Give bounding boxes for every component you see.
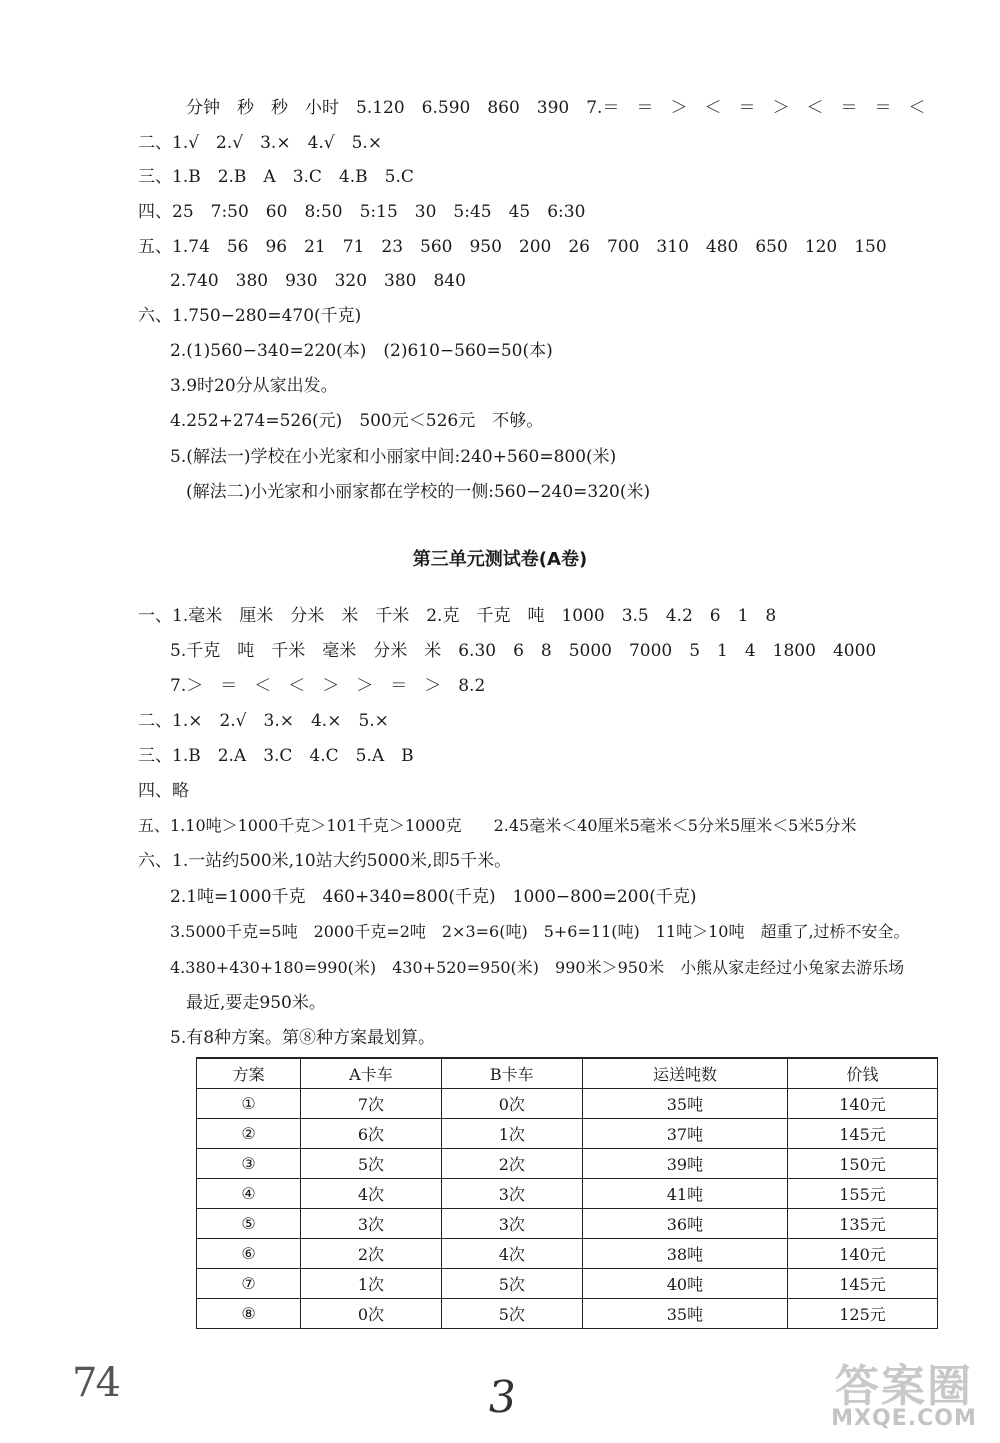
table-row: [197, 1269, 938, 1299]
answer-line: 5.(解法一)学校在小光家和小丽家中间:240+560=800(米): [170, 447, 617, 467]
table-cell: ③: [197, 1149, 301, 1179]
answer-line: 六、1.750−280=470(千克): [138, 306, 362, 326]
table-cell: 145元: [787, 1119, 937, 1149]
answer-line: 4.252+274=526(元) 500元＜526元 不够。: [170, 411, 544, 431]
table-cell: 39吨: [582, 1149, 787, 1179]
table-cell: 2次: [441, 1149, 582, 1179]
header-cell: 方案: [197, 1058, 301, 1089]
table-cell: 35吨: [582, 1299, 787, 1329]
table-row: [197, 1119, 938, 1149]
handwritten-mark: 3: [484, 1372, 520, 1423]
answer-line: 二、1.× 2.√ 3.× 4.× 5.×: [138, 711, 389, 731]
table-cell: 125元: [787, 1299, 937, 1329]
answer-line: 二、1.√ 2.√ 3.× 4.√ 5.×: [138, 133, 383, 153]
table-row: [197, 1299, 938, 1329]
table-row: [197, 1179, 938, 1209]
table-cell: 3次: [301, 1209, 442, 1239]
table-cell: ⑦: [197, 1269, 301, 1299]
table-cell: 3次: [441, 1179, 582, 1209]
table-cell: 140元: [787, 1089, 937, 1119]
table-cell: 4次: [441, 1239, 582, 1269]
answer-line: (解法二)小光家和小丽家都在学校的一侧:560−240=320(米): [186, 482, 651, 502]
table-row: [197, 1149, 938, 1179]
answer-line: 4.380+430+180=990(米) 430+520=950(米) 990米＞950米 小熊从家走经过小兔家去游乐场: [170, 958, 905, 977]
table-header-row: [197, 1058, 938, 1089]
answer-line: 7.＞ ＝ ＜ ＜ ＞ ＞ ＝ ＞ 8.2: [170, 676, 486, 696]
table-cell: 5次: [441, 1299, 582, 1329]
answer-line: 一、1.毫米 厘米 分米 米 千米 2.克 千克 吨 1000 3.5 4.2 6 1 8: [138, 606, 777, 626]
table-cell: 38吨: [582, 1239, 787, 1269]
table-cell: 155元: [787, 1179, 937, 1209]
header-cell: 运送吨数: [582, 1058, 787, 1089]
table-cell: 40吨: [582, 1269, 787, 1299]
answer-line: 六、1.一站约500米,10站大约5000米,即5千米。: [138, 851, 512, 871]
answer-line: 2.(1)560−340=220(本) (2)610−560=50(本): [170, 341, 553, 361]
answer-line: 五、1.10吨＞1000千克＞101千克＞1000克 2.45毫米＜40厘米5毫米＜5分米5厘米＜5米5分米: [138, 816, 857, 835]
table-row: [197, 1089, 938, 1119]
answer-line: 三、1.B 2.A 3.C 4.C 5.A B: [138, 746, 414, 766]
table-cell: 36吨: [582, 1209, 787, 1239]
table-cell: 2次: [301, 1239, 442, 1269]
answer-line: 最近,要走950米。: [186, 993, 326, 1013]
answer-line: 3.5000千克=5吨 2000千克=2吨 2×3=6(吨) 5+6=11(吨) 11吨＞10吨 超重了,过桥不安全。: [170, 922, 910, 941]
answer-line: 分钟 秒 秒 小时 5.120 6.590 860 390 7.＝ ＝ ＞ ＜ ＝ ＞ ＜ ＝ ＝ ＜: [186, 98, 926, 118]
table-cell: ⑧: [197, 1299, 301, 1329]
header-cell: 价钱: [787, 1058, 937, 1089]
header-cell: B卡车: [441, 1058, 582, 1089]
answer-line: 5.有8种方案。第⑧种方案最划算。: [170, 1028, 436, 1048]
table-cell: ①: [197, 1089, 301, 1119]
table-cell: 6次: [301, 1119, 442, 1149]
answer-line: 2.1吨=1000千克 460+340=800(千克) 1000−800=200(千克): [170, 887, 697, 907]
table-cell: ②: [197, 1119, 301, 1149]
watermark-site: MXQE.COM: [831, 1406, 977, 1431]
answer-line: 5.千克 吨 千米 毫米 分米 米 6.30 6 8 5000 7000 5 1 4 1800 4000: [170, 641, 877, 661]
table-cell: 4次: [301, 1179, 442, 1209]
header-cell: A卡车: [301, 1058, 442, 1089]
watermark-title: 答案圈: [835, 1361, 973, 1412]
answer-line: 3.9时20分从家出发。: [170, 376, 338, 396]
table-cell: 150元: [787, 1149, 937, 1179]
answer-line: 三、1.B 2.B A 3.C 4.B 5.C: [138, 167, 414, 187]
table-cell: 3次: [441, 1209, 582, 1239]
table-row: [197, 1239, 938, 1269]
answer-line: 四、略: [138, 781, 189, 801]
table-cell: 1次: [301, 1269, 442, 1299]
table-cell: 145元: [787, 1269, 937, 1299]
answer-line: 四、25 7:50 60 8:50 5:15 30 5:45 45 6:30: [138, 202, 586, 222]
table-cell: 5次: [441, 1269, 582, 1299]
table-cell: 0次: [301, 1299, 442, 1329]
table-cell: 140元: [787, 1239, 937, 1269]
table-cell: ④: [197, 1179, 301, 1209]
table-cell: 35吨: [582, 1089, 787, 1119]
table-cell: 135元: [787, 1209, 937, 1239]
table-cell: 41吨: [582, 1179, 787, 1209]
table-cell: 5次: [301, 1149, 442, 1179]
table-cell: ⑥: [197, 1239, 301, 1269]
plan-table: [196, 1057, 938, 1329]
answer-line: 2.740 380 930 320 380 840: [170, 271, 466, 291]
watermark-logo: [814, 1350, 994, 1435]
page-number: 74: [72, 1360, 119, 1406]
table-cell: 7次: [301, 1089, 442, 1119]
table-cell: ⑤: [197, 1209, 301, 1239]
table-cell: 1次: [441, 1119, 582, 1149]
table-cell: 0次: [441, 1089, 582, 1119]
section-title: 第三单元测试卷(A卷): [412, 549, 588, 570]
table-cell: 37吨: [582, 1119, 787, 1149]
table-row: [197, 1209, 938, 1239]
answer-line: 五、1.74 56 96 21 71 23 560 950 200 26 700 310 480 650 120 150: [138, 237, 887, 257]
